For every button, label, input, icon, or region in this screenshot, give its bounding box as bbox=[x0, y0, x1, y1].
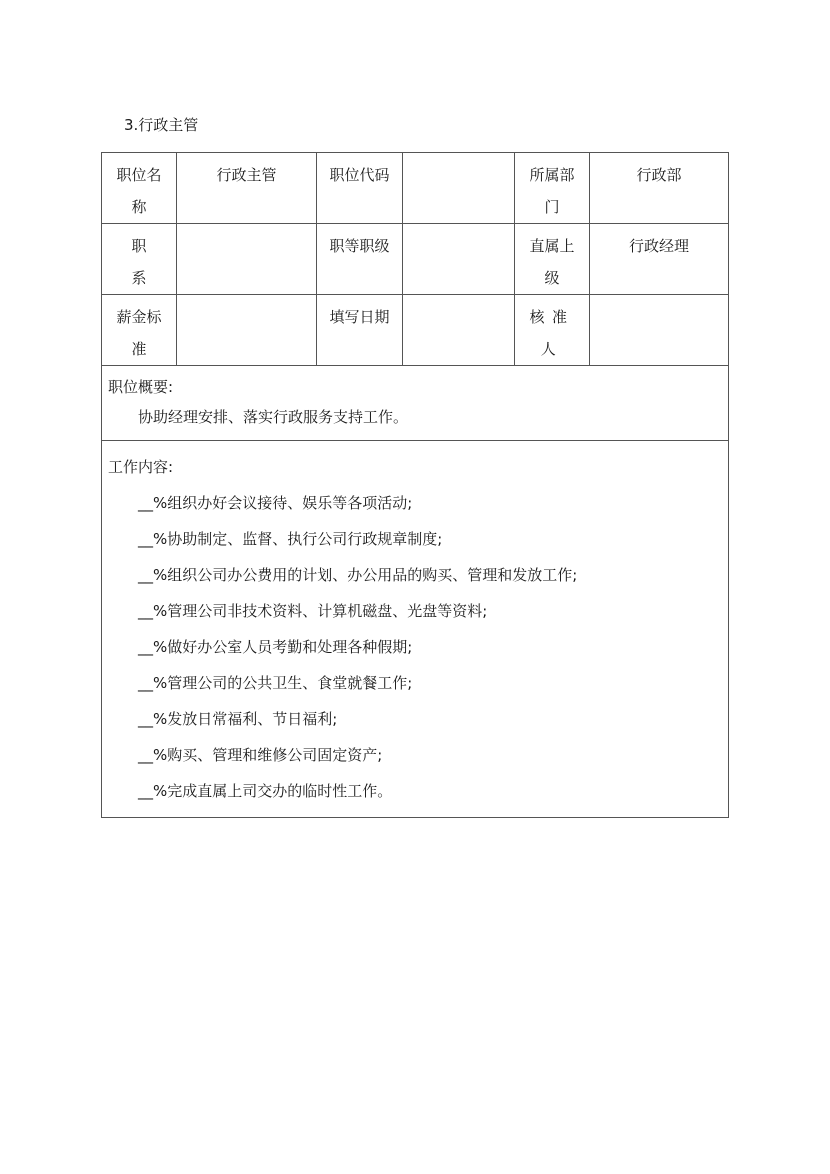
list-item: __%做好办公室人员考勤和处理各种假期; bbox=[138, 638, 413, 656]
duties-heading: 工作内容: bbox=[108, 458, 174, 476]
summary-text: 协助经理安排、落实行政服务支持工作。 bbox=[138, 408, 409, 426]
approver-label: 核准人 bbox=[515, 295, 590, 366]
grade-value bbox=[403, 224, 515, 295]
list-item: __%购买、管理和维修公司固定资产; bbox=[138, 746, 383, 764]
department-value: 行政部 bbox=[590, 153, 729, 224]
job-family-label: 职系 bbox=[102, 224, 177, 295]
summary-heading: 职位概要: bbox=[108, 378, 174, 396]
table-row bbox=[102, 295, 729, 366]
fill-date-label: 填写日期 bbox=[317, 295, 403, 366]
grade-label: 职等职级 bbox=[317, 224, 403, 295]
approver-value bbox=[590, 295, 729, 366]
list-item: __%管理公司的公共卫生、食堂就餐工作; bbox=[138, 674, 413, 692]
summary-cell bbox=[102, 366, 729, 441]
table-row bbox=[102, 153, 729, 224]
department-label: 所属部门 bbox=[515, 153, 590, 224]
list-item: __%协助制定、监督、执行公司行政规章制度; bbox=[138, 530, 443, 548]
list-item: __%管理公司非技术资料、计算机磁盘、光盘等资料; bbox=[138, 602, 488, 620]
section-title: 3.行政主管 bbox=[124, 116, 199, 134]
job-description-table bbox=[101, 152, 729, 818]
fill-date-value bbox=[403, 295, 515, 366]
job-family-value bbox=[177, 224, 317, 295]
supervisor-value: 行政经理 bbox=[590, 224, 729, 295]
duties-cell bbox=[102, 441, 729, 818]
table-row bbox=[102, 224, 729, 295]
position-code-label: 职位代码 bbox=[317, 153, 403, 224]
position-code-value bbox=[403, 153, 515, 224]
supervisor-label: 直属上级 bbox=[515, 224, 590, 295]
salary-standard-value bbox=[177, 295, 317, 366]
position-name-label: 职位名称 bbox=[102, 153, 177, 224]
table-row bbox=[102, 366, 729, 441]
list-item: __%组织公司办公费用的计划、办公用品的购买、管理和发放工作; bbox=[138, 566, 578, 584]
salary-standard-label: 薪金标准 bbox=[102, 295, 177, 366]
table-row bbox=[102, 441, 729, 818]
position-name-value: 行政主管 bbox=[177, 153, 317, 224]
list-item: __%完成直属上司交办的临时性工作。 bbox=[138, 782, 393, 800]
list-item: __%发放日常福利、节日福利; bbox=[138, 710, 338, 728]
list-item: __%组织办好会议接待、娱乐等各项活动; bbox=[138, 494, 413, 512]
